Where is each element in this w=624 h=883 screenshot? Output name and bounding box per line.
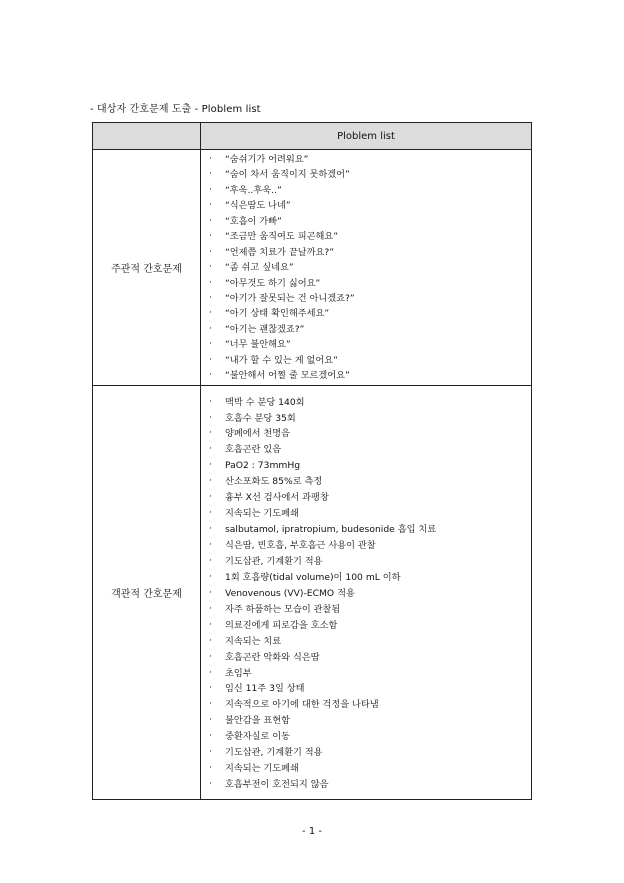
bullet-icon: · (209, 571, 212, 582)
list-item-text: 의료진에게 피로감을 호소함 (225, 619, 338, 631)
section-title: - 대상자 간호문제 도출 - Ploblem list (90, 104, 261, 115)
problem-list-table (92, 122, 532, 800)
list-item-text: salbutamol, ipratropium, budesonide 흡입 치료 (225, 524, 437, 536)
bullet-icon: · (209, 540, 212, 550)
bullet-icon: · (209, 262, 212, 273)
bullet-icon: · (209, 444, 212, 455)
list-item-text: 지속되는 치료 (225, 635, 282, 647)
list-item-text: 지속되는 기도폐쇄 (225, 508, 299, 520)
list-item (201, 229, 531, 244)
list-item (201, 586, 531, 602)
list-item-text: “너무 불안해요” (225, 339, 291, 351)
bullet-icon: · (209, 154, 212, 164)
list-item-text: 양폐에서 천명음 (225, 428, 291, 440)
list-item (201, 777, 531, 793)
bullet-icon: · (209, 292, 212, 303)
bullet-icon: · (209, 619, 212, 630)
list-item (201, 152, 531, 167)
objective-items-cell (201, 385, 532, 799)
bullet-icon: · (209, 508, 212, 519)
bullet-icon: · (209, 277, 212, 288)
list-item-text: “내가 할 수 있는 게 없어요” (225, 354, 338, 366)
header-empty-cell (93, 123, 201, 150)
bullet-icon: · (209, 396, 212, 407)
bullet-icon: · (209, 215, 212, 226)
list-item-text: 지속적으로 아기에 대한 걱정을 나타냄 (225, 699, 379, 711)
list-item (201, 618, 531, 634)
list-item-text: 기도삽관, 기계환기 적용 (225, 555, 323, 567)
bullet-icon: · (209, 308, 212, 319)
list-item-text: “아기는 괜찮겠죠?” (225, 323, 305, 335)
list-item-text: “아기가 잘못되는 건 아니겠죠?” (225, 292, 355, 304)
bullet-icon: · (209, 651, 212, 662)
bullet-icon: · (209, 476, 212, 487)
list-item-text: “아기 상태 확인해주세요” (225, 308, 330, 320)
list-item (201, 411, 531, 427)
list-item (201, 522, 531, 538)
list-item-text: “아무것도 하기 싫어요” (225, 277, 321, 289)
subjective-label: 주관적 간호문제 (93, 150, 201, 386)
subjective-list (201, 150, 531, 385)
list-item (201, 713, 531, 729)
bullet-icon: · (209, 555, 212, 566)
bullet-icon: · (209, 412, 212, 423)
list-item (201, 538, 531, 554)
list-item (201, 395, 531, 411)
bullet-icon: · (209, 370, 212, 381)
list-item-text: 호흡수 분당 35회 (225, 412, 296, 424)
subjective-row (93, 150, 532, 386)
list-item (201, 761, 531, 777)
list-item (201, 554, 531, 570)
bullet-icon: · (209, 184, 212, 195)
bullet-icon: · (209, 715, 212, 726)
list-item (201, 602, 531, 618)
bullet-icon: · (209, 231, 212, 242)
bullet-icon: · (209, 354, 212, 365)
list-item-text: 중환자실로 이동 (225, 731, 291, 743)
bullet-icon: · (209, 763, 212, 774)
bullet-icon: · (209, 428, 212, 439)
list-item (201, 666, 531, 682)
list-item (201, 490, 531, 506)
list-item (201, 442, 531, 458)
bullet-icon: · (209, 635, 212, 646)
list-item (201, 745, 531, 761)
list-item-text: 지속되는 기도폐쇄 (225, 763, 299, 775)
list-item-text: “조금만 움직여도 피곤해요” (225, 231, 338, 243)
bullet-icon: · (209, 731, 212, 742)
list-item (201, 368, 531, 383)
subjective-items-cell (201, 150, 532, 386)
bullet-icon: · (209, 699, 212, 710)
list-item-text: 초임부 (225, 667, 252, 679)
list-item-text: “식은땀도 나네” (225, 200, 291, 212)
list-item-text: “호흡이 가빠” (225, 215, 282, 227)
list-item (201, 322, 531, 337)
list-item-text: 자주 하품하는 모습이 관찰됨 (225, 603, 341, 615)
list-item-text: Venovenous (VV)-ECMO 적용 (225, 587, 355, 599)
bullet-icon: · (209, 603, 212, 614)
list-item (201, 306, 531, 321)
header-problem-list: Ploblem list (201, 123, 532, 150)
list-item (201, 458, 531, 474)
list-item-text: 호흡부전이 호전되지 않음 (225, 779, 329, 791)
bullet-icon: · (209, 460, 212, 471)
bullet-icon: · (209, 339, 212, 350)
list-item (201, 697, 531, 713)
list-item (201, 167, 531, 182)
list-item (201, 214, 531, 229)
list-item-text: 맥박 수 분당 140회 (225, 396, 305, 408)
list-item (201, 260, 531, 275)
list-item-text: PaO2 : 73mmHg (225, 460, 301, 472)
list-item-text: “숨이 차서 움직이지 못하겠어” (225, 169, 350, 181)
list-item-text: 불안감을 표현함 (225, 715, 291, 727)
list-item (201, 474, 531, 490)
bullet-icon: · (209, 667, 212, 678)
bullet-icon: · (209, 747, 212, 758)
bullet-icon: · (209, 492, 212, 503)
list-item (201, 183, 531, 198)
list-item-text: “숨쉬기가 어려워요” (225, 154, 309, 165)
list-item-text: “불안해서 어쩔 줄 모르겠어요” (225, 370, 350, 382)
list-item (201, 506, 531, 522)
list-item (201, 198, 531, 213)
list-item-text: 호흡곤란 악화와 식은땀 (225, 651, 320, 663)
list-item (201, 291, 531, 306)
list-item (201, 353, 531, 368)
bullet-icon: · (209, 779, 212, 790)
list-item-text: 1회 호흡량(tidal volume)이 100 mL 이하 (225, 571, 401, 583)
bullet-icon: · (209, 169, 212, 180)
list-item-text: “언제쯤 치료가 끝날까요?” (225, 246, 334, 258)
list-item (201, 337, 531, 352)
bullet-icon: · (209, 200, 212, 211)
objective-row (93, 385, 532, 799)
list-item (201, 681, 531, 697)
list-item-text: 기도삽관, 기계환기 적용 (225, 747, 323, 759)
list-item (201, 729, 531, 745)
list-item (201, 276, 531, 291)
list-item-text: 임신 11주 3일 상태 (225, 683, 305, 695)
list-item-text: 흉부 X선 검사에서 과팽창 (225, 492, 329, 504)
list-item-text: “후욱..후욱..” (225, 184, 282, 196)
bullet-icon: · (209, 683, 212, 694)
bullet-icon: · (209, 246, 212, 257)
bullet-icon: · (209, 524, 212, 535)
bullet-icon: · (209, 587, 212, 598)
table-header-row (93, 123, 532, 150)
page-number: - 1 - (302, 826, 322, 837)
list-item-text: 식은땀, 빈호흡, 부호흡근 사용이 관찰 (225, 540, 376, 551)
bullet-icon: · (209, 323, 212, 334)
list-item (201, 634, 531, 650)
list-item-text: 산소포화도 85%로 측정 (225, 476, 323, 488)
list-item (201, 426, 531, 442)
list-item (201, 570, 531, 586)
list-item-text: 호흡곤란 있음 (225, 444, 282, 456)
objective-label: 객관적 간호문제 (93, 385, 201, 799)
list-item (201, 650, 531, 666)
list-item-text: “좀 쉬고 싶네요” (225, 262, 294, 274)
objective-list (201, 386, 531, 799)
list-item (201, 245, 531, 260)
